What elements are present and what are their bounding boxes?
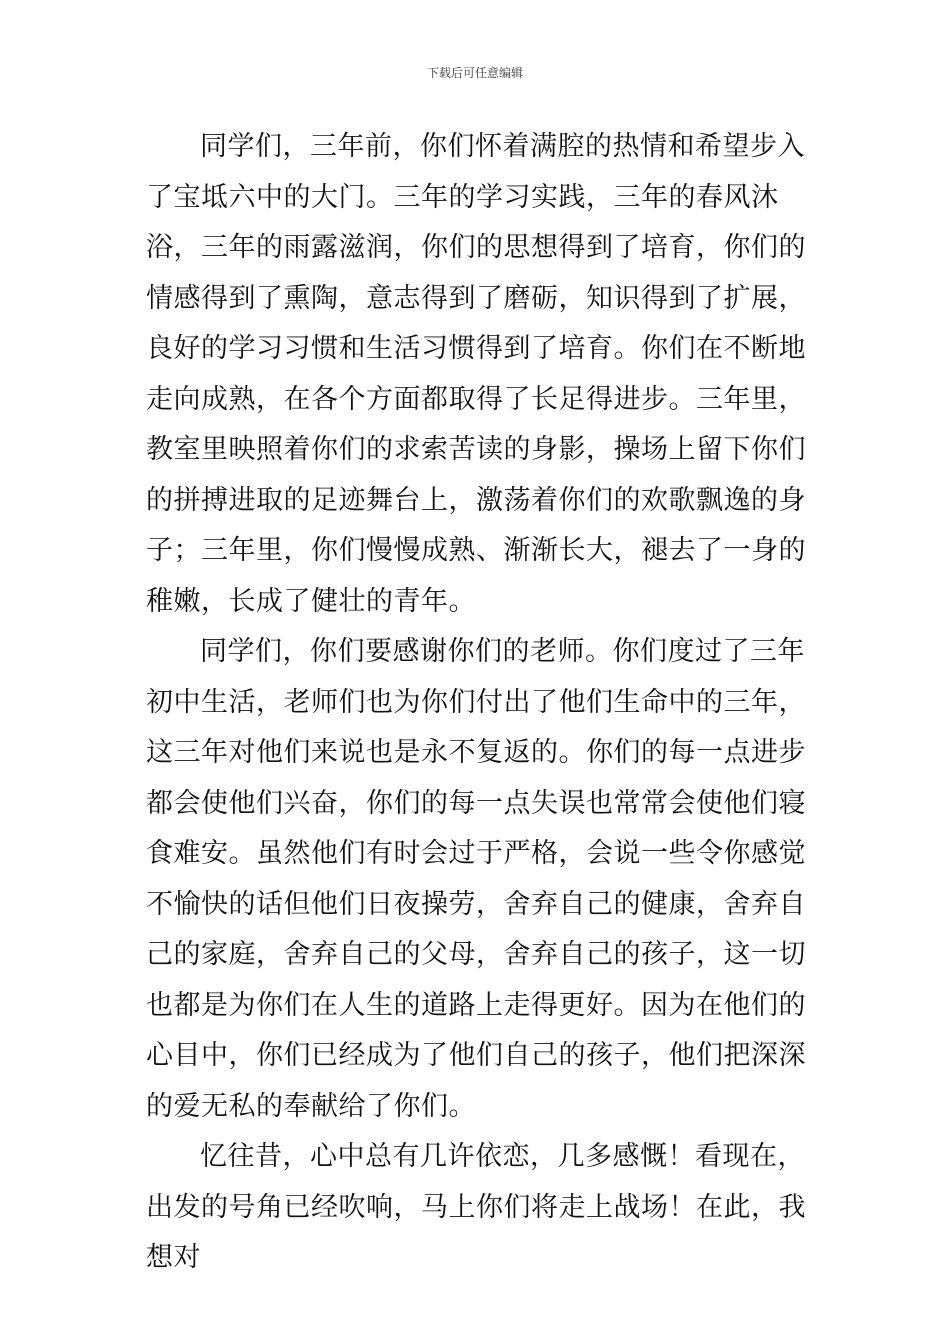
- paragraph-1: 同学们，三年前，你们怀着满腔的热情和希望步入了宝坻六中的大门。三年的学习实践，三年的春风沐浴，三年的雨露滋润，你们的思想得到了培育，你们的情感得到了熏陶，意志得到了磨砺，知识得到了扩展，良好的学习习惯和生活习惯得到了培育。你们在不断地走向成熟，在各个方面都取得了长足得进步。三年里，教室里映照着你们的求索苦读的身影，操场上留下你们的拼搏进取的足迹舞台上，激荡着你们的欢歌飘逸的身子；三年里，你们慢慢成熟、渐渐长大，褪去了一身的稚嫩，长成了健壮的青年。: [146, 131, 806, 617]
- paragraph-2: 同学们，你们要感谢你们的老师。你们度过了三年初中生活，老师们也为你们付出了他们生命中的三年，这三年对他们来说也是永不复返的。你们的每一点进步都会使他们兴奋，你们的每一点失误也常常会使他们寝食难安。虽然他们有时会过于严格，会说一些令你感觉不愉快的话但他们日夜操劳，舍弃自己的健康，舍弃自己的家庭，舍弃自己的父母，舍弃自己的孩子，这一切也都是为你们在人生的道路上走得更好。因为在他们的心目中，你们已经成为了他们自己的孩子，他们把深深的爱无私的奉献给了你们。: [146, 636, 806, 1122]
- page-header-note: 下载后可任意编辑: [426, 66, 523, 80]
- document-body: [146, 122, 806, 1284]
- paragraph-3: 忆往昔，心中总有几许依恋，几多感慨！看现在，出发的号角已经吹响，马上你们将走上战场！在此，我想对: [146, 1141, 806, 1273]
